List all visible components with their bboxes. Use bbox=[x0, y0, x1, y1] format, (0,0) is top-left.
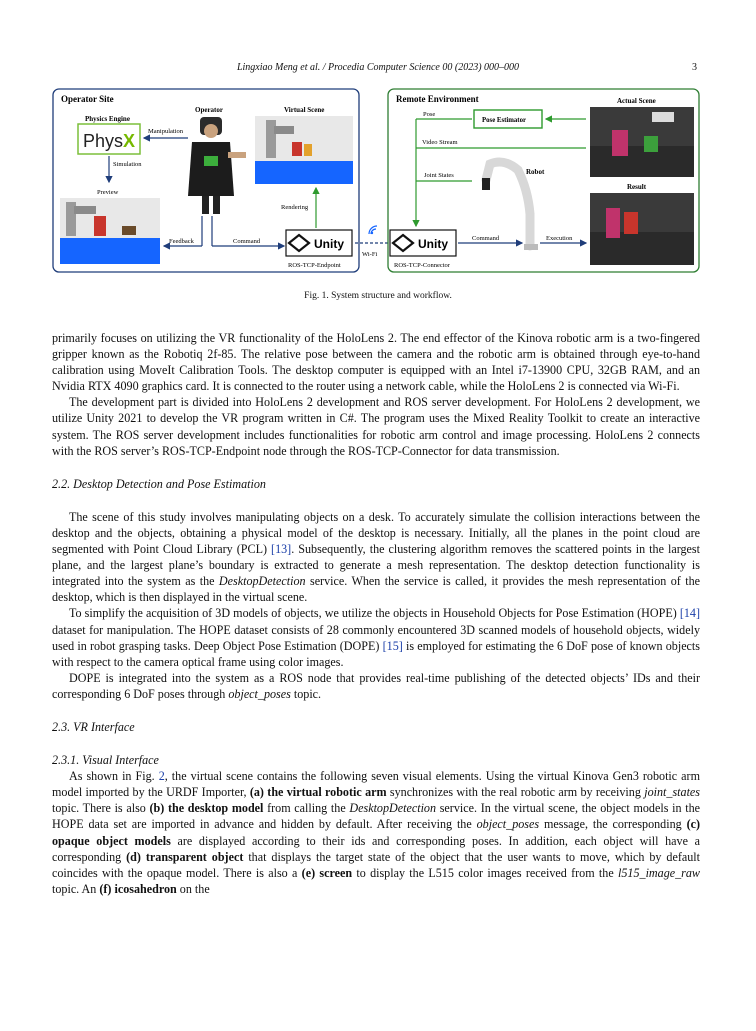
p6-part-j: to display the L515 color images received from the bbox=[352, 865, 619, 880]
p3-emphasis: DesktopDetection bbox=[218, 574, 306, 589]
virtual-scene-image bbox=[255, 116, 353, 184]
running-header: Lingxiao Meng et al. / Procedia Computer Science 00 (2023) 000–000 bbox=[236, 62, 520, 73]
unity-logo-left bbox=[286, 230, 352, 256]
result-image bbox=[590, 193, 694, 265]
paragraph-2: The development part is divided into HoloLens 2 development and ROS server development. For HoloLens 2 development, we utilize Unity 2021 to develop the VR program written in C#. The program uses the Mixed Reality Toolkit to create an interactive system. The ROS server development includes functionalities for robotic arm control and image processing. HoloLens 2 connects with the ROS server’s ROS-TCP-Endpoint node through the ROS-TCP-Connector for data transmission. bbox=[52, 395, 700, 458]
p3-part-b: . Subsequently, the clustering algorithm removes the scattered points in the largest plane, and the largest plane’s boundary is extracted to generate a mesh representation. The desktop detection functionality is integrated into the system as the bbox=[52, 542, 700, 589]
actual-scene-image bbox=[590, 107, 694, 177]
p6-part-e: from calling the bbox=[263, 801, 350, 816]
p6-part-h: are displayed according to their ids and corresponding poses. In addition, each object will have a corresponding bbox=[52, 833, 700, 864]
citation-13[interactable]: [13] bbox=[271, 542, 292, 557]
p6-part-a: As shown in Fig. bbox=[69, 769, 159, 784]
wifi-label: Wi-Fi bbox=[362, 251, 378, 258]
paragraph-4 bbox=[52, 605, 700, 669]
p6-part-i: that displays the target state of the object that the user wants to move, which by default coincides with the opaque model. There is also a bbox=[52, 849, 700, 880]
p3-part-c: service. When the service is called, it provides the mesh representation of the desktop, which is then displayed in the virtual scene. bbox=[52, 574, 700, 605]
p6-bold-c: (c) opaque object models bbox=[52, 817, 701, 848]
p6-bold-d: (d) transparent object bbox=[126, 849, 244, 864]
rendering-label: Rendering bbox=[281, 204, 309, 211]
simulation-label: Simulation bbox=[113, 161, 142, 168]
p5-part-b: topic. bbox=[290, 686, 322, 701]
paragraph-3 bbox=[52, 509, 700, 606]
pose-label: Pose bbox=[423, 111, 436, 118]
command-label-right: Command bbox=[472, 235, 500, 242]
operator-label: Operator bbox=[195, 106, 223, 114]
ros-tcp-endpoint-label: ROS-TCP-Endpoint bbox=[288, 262, 341, 269]
p6-bold-a: (a) the virtual robotic arm bbox=[249, 785, 387, 800]
p6-part-k: topic. An bbox=[52, 881, 100, 896]
p6-part-d: topic. There is also bbox=[52, 801, 150, 816]
p6-bold-b: (b) the desktop model bbox=[149, 801, 264, 816]
manipulation-label: Manipulation bbox=[148, 128, 184, 135]
actual-scene-label: Actual Scene bbox=[617, 97, 656, 105]
physics-engine-label: Physics Engine bbox=[85, 115, 130, 123]
unity-logo-right bbox=[390, 230, 456, 256]
preview-label: Preview bbox=[97, 189, 119, 196]
p6-emphasis-2: DesktopDetection bbox=[349, 801, 437, 816]
virtual-scene-label: Virtual Scene bbox=[284, 106, 325, 114]
feedback-label: Feedback bbox=[169, 238, 194, 245]
p4-part-a: To simplify the acquisition of 3D models of objects, we utilize the objects in Household Objects for Pose Estimation (HOPE) bbox=[69, 606, 680, 621]
page-number: 3 bbox=[692, 62, 697, 73]
physx-logo: PhysX bbox=[83, 131, 136, 151]
paragraph-5 bbox=[52, 670, 700, 702]
p4-part-b: dataset for manipulation. The HOPE dataset consists of 28 commonly encountered 3D scanned models of household objects, widely used in robot grasping tasks. Deep Object Pose Estimation (DOPE) bbox=[52, 622, 700, 653]
remote-environment-title: Remote Environment bbox=[396, 94, 479, 104]
section-2-2-heading: 2.2. Desktop Detection and Pose Estimation bbox=[52, 476, 266, 491]
joint-states-label: Joint States bbox=[424, 172, 454, 179]
p6-bold-f: (f) icosahedron bbox=[99, 881, 177, 896]
ros-tcp-connector-label: ROS-TCP-Connector bbox=[394, 262, 450, 269]
command-label-left: Command bbox=[233, 238, 261, 245]
wifi-icon bbox=[369, 226, 377, 234]
operator-photo bbox=[188, 117, 246, 214]
p6-emphasis-4: l515_image_raw bbox=[618, 865, 700, 880]
p6-part-f: service. In the virtual scene, the object models in the HOPE data set are imported in advance and hidden by default. After receiving the bbox=[52, 801, 700, 832]
figure-system-structure bbox=[52, 86, 700, 274]
citation-15[interactable]: [15] bbox=[382, 638, 403, 653]
paragraph-6 bbox=[52, 768, 700, 897]
p4-part-c: is employed for estimating the 6 DoF pose of known objects with respect to the camera optical frame using color images. bbox=[52, 638, 700, 669]
robot-label: Robot bbox=[526, 168, 545, 176]
p6-part-c: synchronizes with the real robotic arm by receiving bbox=[386, 785, 645, 800]
p6-emphasis-1: joint_states bbox=[644, 785, 701, 800]
p5-part-a: DOPE is integrated into the system as a ROS node that provides real-time publishing of the detected objects’ IDs and their corresponding 6 DoF poses through bbox=[52, 670, 700, 701]
pose-estimator-label: Pose Estimator bbox=[482, 117, 526, 124]
p6-part-g: message, the corresponding bbox=[539, 817, 687, 832]
preview-image bbox=[60, 198, 160, 264]
figure-caption: Fig. 1. System structure and workflow. bbox=[304, 291, 452, 301]
operator-site-title: Operator Site bbox=[61, 94, 114, 104]
video-stream-label: Video Stream bbox=[422, 139, 458, 146]
fig-2-reference[interactable]: 2 bbox=[158, 769, 165, 784]
citation-14[interactable]: [14] bbox=[679, 606, 700, 621]
p6-bold-e: (e) screen bbox=[301, 865, 353, 880]
result-label: Result bbox=[627, 183, 647, 191]
p6-emphasis-3: object_poses bbox=[476, 817, 540, 832]
p6-part-l: on the bbox=[176, 881, 210, 896]
unity-label-right: Unity bbox=[418, 237, 448, 251]
unity-label-left: Unity bbox=[314, 237, 344, 251]
paragraph-1: primarily focuses on utilizing the VR functionality of the HoloLens 2. The end effector of the Kinova robotic arm is a two-fingered gripper known as the Robotiq 2f-85. The relative pose between the camera and the robotic arm is obtained through eye-to-hand calibration using MoveIt Calibration Tools. The desktop computer is equipped with an Intel i7-13900 CPU, 32GB RAM, and an Nvidia RTX 4090 graphics card. It is connected to the router using a network cable, while the HoloLens 2 is connected via Wi-Fi. bbox=[52, 331, 700, 394]
body-text bbox=[52, 330, 700, 897]
section-2-3-1-heading: 2.3.1. Visual Interface bbox=[52, 753, 159, 768]
section-2-3-heading: 2.3. VR Interface bbox=[52, 719, 135, 734]
p5-emphasis: object_poses bbox=[228, 686, 291, 701]
execution-label: Execution bbox=[546, 235, 573, 242]
p3-part-a: The scene of this study involves manipulating objects on a desk. To accurately simulate the collision interactions between the desktop and the objects, obtaining a physical model of the desktop is necessary. Initially, all the planes in the point cloud are segmented with Point Cloud Library (PCL) bbox=[52, 509, 700, 557]
p6-part-b: , the virtual scene contains the following seven visual elements. Using the virtual Kinova Gen3 robotic arm model imported by the URDF Importer, bbox=[52, 769, 700, 800]
